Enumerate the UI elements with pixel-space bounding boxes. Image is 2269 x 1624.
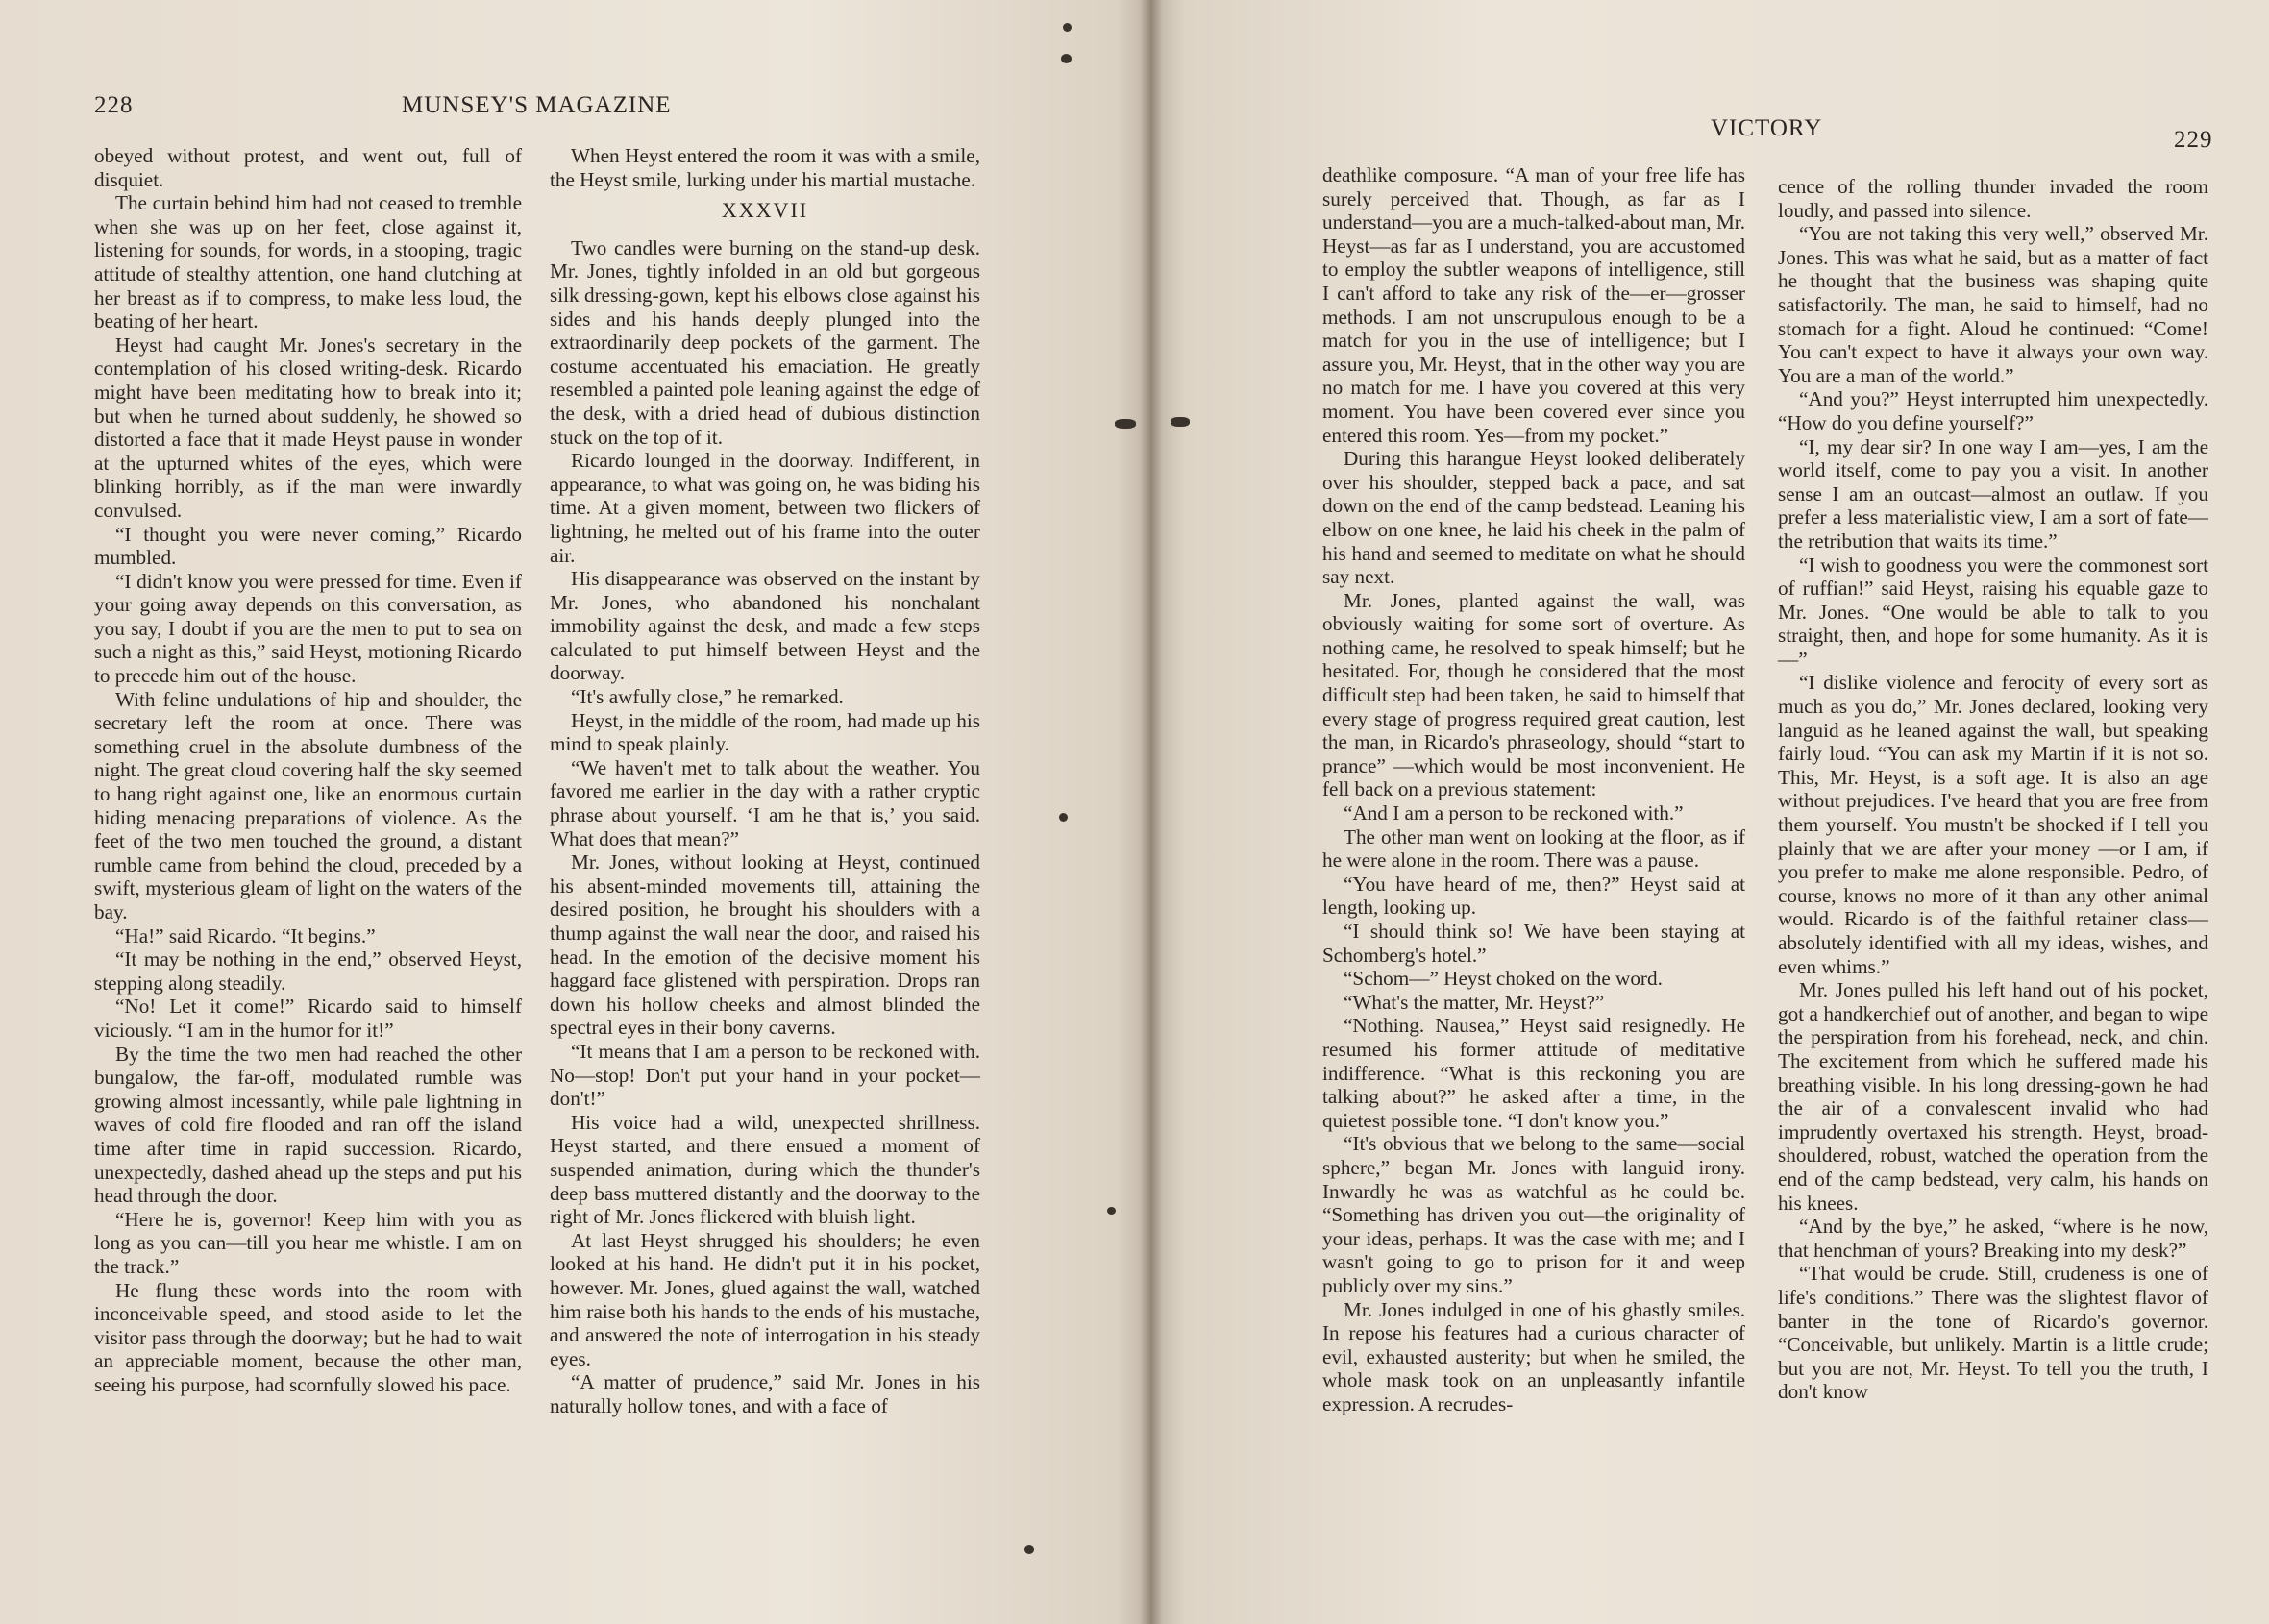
paragraph: Mr. Jones indulged in one of his ghastly smiles. In repose his features had a curious character of evil, exhausted austerity; but when he smiled, the whole mask took on an unpleasantly infantile expression. A recrudes- — [1322, 1297, 1745, 1415]
paragraph: “I dislike violence and ferocity of every sort as much as you do,” Mr. Jones declared, looking very languid as he leaned against the wall, but speaking fairly loud. “You can ask my Martin if it is not so. This, Mr. Heyst, is a soft age. It is also an age without prejudices. I've heard that you are free from them yourself. You mustn't be shocked if I tell you plainly that we are after your money —or I am, if you prefer to make me alone responsible. Pedro, of course, knows no more of it than any other animal would. Ricardo is of the faithful retainer class—absolutely identified with all my ideas, wishes, and even whims.” — [1778, 671, 2208, 978]
paragraph: Heyst had caught Mr. Jones's secretary in the contemplation of his closed writing-desk. Ricardo might have been meditating how to break into it; but when he turned about suddenly, he showed so distorted a face that it made Heyst pause in wonder at the upturned whites of the eyes, which were blinking horribly, as if the man were inwardly convulsed. — [94, 332, 522, 522]
paragraph: Mr. Jones, without looking at Heyst, continued his absent-minded movements till, attaining the desired position, he brought his shoulders with a thump against the wall near the door, and raised his head. In the emotion of the decisive moment his haggard face glistened with perspiration. Drops ran down his hollow cheeks and almost blinded the spectral eyes in their bony caverns. — [550, 850, 980, 1040]
paragraph: “You have heard of me, then?” Heyst said at length, looking up. — [1322, 872, 1745, 920]
paragraph: “Here he is, governor! Keep him with you as long as you can—till you hear me whistle. I am on the track.” — [94, 1207, 522, 1278]
paragraph: By the time the two men had reached the other bungalow, the far-off, modulated rumble was growing almost incessantly, while pale lightning in waves of cold fire flooded and ran off the island time after time in rapid succession. Ricardo, unexpectedly, dashed ahead up the steps and put his head through the door. — [94, 1042, 522, 1208]
paragraph: Ricardo lounged in the doorway. Indifferent, in appearance, to what was going on, he was biding his time. At a given moment, between two flickers of lightning, he melted out of his frame into the outer air. — [550, 449, 980, 567]
paragraph: “And I am a person to be reckoned with.” — [1344, 801, 1684, 825]
right-running-head: VICTORY — [1711, 115, 1823, 141]
chapter-heading: XXXVII — [721, 198, 809, 223]
paragraph: “What's the matter, Mr. Heyst?” — [1344, 990, 1605, 1014]
paragraph: At last Heyst shrugged his shoulders; he even looked at his hand. He didn't put it in his pocket, however. Mr. Jones, glued against the wall, watched him raise both his hands to the ends of his mustache, and answered the note of interrogation in his steady eyes. — [550, 1228, 980, 1370]
paragraph: “That would be crude. Still, crudeness is one of life's conditions.” There was the slightest flavor of banter in the tone of Ricardo's governor. “Conceivable, but unlikely. Martin is a little crude; but you are not, Mr. Heyst. To tell you the truth, I don't know — [1778, 1262, 2208, 1404]
paragraph: “It's obvious that we belong to the same—social sphere,” began Mr. Jones with languid irony. Inwardly he was as watchful as he could be. “Something has driven you out—the originality of your ideas, perhaps. It was the case with me; and I wasn't going to go to prison for it and weep publicly over my sins.” — [1322, 1132, 1745, 1297]
paragraph: “I, my dear sir? In one way I am—yes, I am the world itself, come to pay you a visit. In another sense I am an outcast—almost an outlaw. If you prefer a less materialistic view, I am a sort of fate—the retribution that waits its time.” — [1778, 434, 2208, 553]
left-running-head: MUNSEY'S MAGAZINE — [402, 92, 672, 118]
paragraph: “I should think so! We have been staying at Schomberg's hotel.” — [1322, 920, 1745, 967]
paragraph: “You are not taking this very well,” observed Mr. Jones. This was what he said, but as a matter of fact he thought that the business was shaping quite satisfactorily. The man, he said to himself, had no stomach for a fight. Aloud he continued: “Come! You can't expect to have it always your own way. You are a man of the world.” — [1778, 222, 2208, 387]
right-column-2 — [1778, 175, 2208, 1404]
paragraph: “And by the bye,” he asked, “where is he now, that henchman of yours? Breaking into my desk?” — [1778, 1215, 2208, 1262]
paragraph: “A matter of prudence,” said Mr. Jones in his naturally hollow tones, and with a face of — [550, 1370, 980, 1417]
left-page-number: 228 — [94, 92, 134, 118]
binding-speck — [1171, 417, 1190, 427]
binding-speck — [1059, 813, 1068, 822]
paragraph: “I wish to goodness you were the commonest sort of ruffian!” said Heyst, raising his equable gaze to Mr. Jones. “One would be able to talk to you straight, then, and hope for some humanity. As it is—” — [1778, 553, 2208, 671]
paragraph: The curtain behind him had not ceased to tremble when she was up on her feet, close against it, listening for sounds, for words, in a stooping, tragic attitude of stealthy attention, one hand clutching at her breast as if to compress, to make less loud, the beating of her heart. — [94, 191, 522, 333]
paragraph: “It means that I am a person to be reckoned with. No—stop! Don't put your hand in your pocket—don't!” — [550, 1039, 980, 1111]
right-page-number: 229 — [2174, 127, 2213, 153]
paragraph: His disappearance was observed on the instant by Mr. Jones, who abandoned his nonchalant immobility against the desk, and made a few steps calculated to put himself between Heyst and the doorway. — [550, 567, 980, 685]
paragraph: “Nothing. Nausea,” Heyst said resignedly. He resumed his former attitude of meditative indifference. “What is this reckoning you are talking about?” he asked after a time, in the quietest possible tone. “I don't know you.” — [1322, 1014, 1745, 1132]
paragraph: “I didn't know you were pressed for time. Even if your going away depends on this conversation, as you say, I doubt if you are the men to put to sea on such a night as this,” said Heyst, motioning Ricardo to precede him out of the house. — [94, 569, 522, 688]
paragraph: During this harangue Heyst looked deliberately over his shoulder, stepped back a pace, and sat down on the end of the camp bedstead. Leaning his elbow on one knee, he laid his cheek in the palm of his hand and seemed to meditate on what he should say next. — [1322, 447, 1745, 589]
paragraph: “Schom—” Heyst choked on the word. — [1344, 967, 1663, 991]
paragraph: “And you?” Heyst interrupted him unexpectedly. “How do you define yourself?” — [1778, 387, 2208, 434]
left-column-2 — [550, 144, 980, 1417]
paragraph: “It's awfully close,” he remarked. — [571, 685, 844, 709]
binding-speck — [1024, 1545, 1034, 1554]
paragraph: obeyed without protest, and went out, full of disquiet. — [94, 144, 522, 191]
paragraph: When Heyst entered the room it was with a smile, the Heyst smile, lurking under his martial mustache. — [550, 144, 980, 191]
paragraph: Mr. Jones pulled his left hand out of his pocket, got a handkerchief out of another, and began to wipe the perspiration from his forehead, neck, and chin. The excitement from which he suffered made his breathing visible. In his long dressing-gown he had the air of a convalescent invalid who had imprudently overtaxed his strength. Heyst, broad-shouldered, robust, watched the operation from the end of the camp bedstead, very calm, his hands on his knees. — [1778, 978, 2208, 1215]
paragraph: Two candles were burning on the stand-up desk. Mr. Jones, tightly infolded in an old but gorgeous silk dressing-gown, kept his elbows close against his sides and his hands deeply plunged into the extraordinarily deep pockets of the garment. The costume accentuated his emaciation. He greatly resembled a painted pole leaning against the edge of the desk, with a dried head of dubious distinction stuck on the top of it. — [550, 235, 980, 449]
binding-speck — [1115, 419, 1136, 429]
left-column-1 — [94, 144, 522, 1396]
binding-speck — [1107, 1207, 1116, 1215]
paragraph: deathlike composure. “A man of your free life has surely perceived that. Though, as far as I understand—you are a much-talked-about man, Mr. Heyst—as far as I understand, you are accustomed to employ the subtler weapons of intelligence, still I can't afford to take any risk of the—er—grosser methods. I am not unscrupulous enough to be a match for you in the use of intelligence; but I assure you, Mr. Heyst, that in the other way you are no match for me. I have you covered at this very moment. You have been covered ever since you entered this room. Yes—from my pocket.” — [1322, 163, 1745, 447]
paragraph: “It may be nothing in the end,” observed Heyst, stepping along steadily. — [94, 947, 522, 995]
paragraph: “Ha!” said Ricardo. “It begins.” — [115, 923, 376, 947]
paragraph: “No! Let it come!” Ricardo said to himself viciously. “I am in the humor for it!” — [94, 995, 522, 1042]
paragraph: With feline undulations of hip and shoulder, the secretary left the room at once. There was something cruel in the absolute dumbness of the night. The great cloud covering half the sky seemed to hang right against one, like an enormous curtain hiding menacing preparations of violence. As the feet of the two men touched the ground, a distant rumble came from behind the cloud, preceded by a swift, mysterious gleam of light on the waters of the bay. — [94, 687, 522, 923]
binding-speck — [1061, 54, 1072, 63]
binding-speck — [1063, 23, 1072, 32]
paragraph: “I thought you were never coming,” Ricardo mumbled. — [94, 522, 522, 570]
paragraph: Mr. Jones, planted against the wall, was obviously waiting for some sort of overture. As nothing came, he resolved to speak himself; but he hesitated. For, though he considered that the most difficult step had been taken, he said to himself that every stage of progress required great caution, lest the man, in Ricardo's phraseology, should “start to prance” —which would be most inconvenient. He fell back on a previous statement: — [1322, 588, 1745, 801]
paragraph: Heyst, in the middle of the room, had made up his mind to speak plainly. — [550, 708, 980, 756]
paragraph: His voice had a wild, unexpected shrillness. Heyst started, and there ensued a moment of suspended animation, during which the thunder's deep bass muttered distantly and the doorway to the right of Mr. Jones flickered with bluish light. — [550, 1110, 980, 1229]
paragraph: “We haven't met to talk about the weather. You favored me earlier in the day with a rather cryptic phrase about yourself. ‘I am he that is,’ you said. What does that mean?” — [550, 755, 980, 850]
book-gutter — [1140, 0, 1163, 1624]
paragraph: cence of the rolling thunder invaded the room loudly, and passed into silence. — [1778, 175, 2208, 222]
right-column-1 — [1322, 163, 1745, 1415]
paragraph: He flung these words into the room with inconceivable speed, and stood aside to let the visitor pass through the doorway; but he had to wait an appreciable moment, because the other man, seeing his purpose, had scornfully slowed his pace. — [94, 1278, 522, 1396]
paragraph: The other man went on looking at the floor, as if he were alone in the room. There was a pause. — [1322, 824, 1745, 873]
